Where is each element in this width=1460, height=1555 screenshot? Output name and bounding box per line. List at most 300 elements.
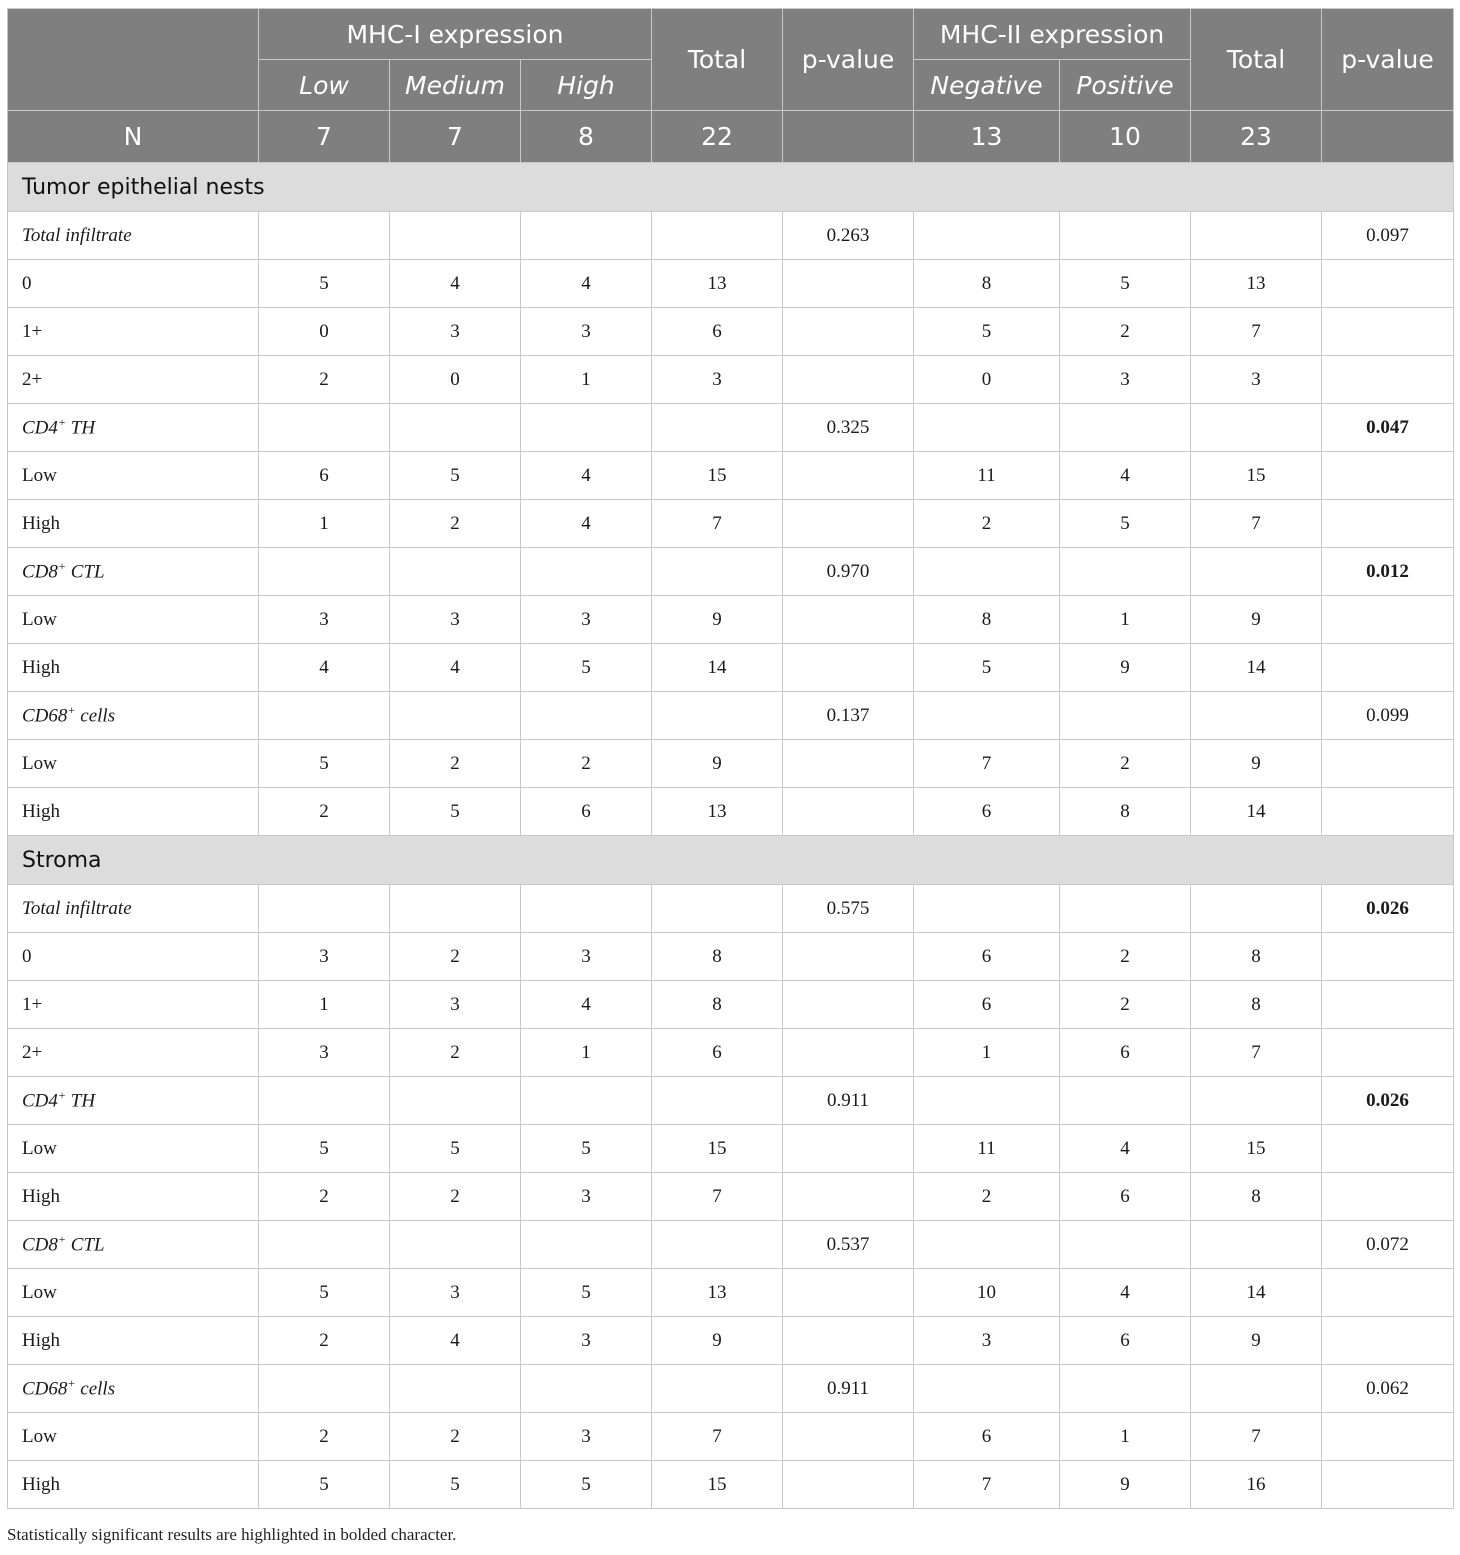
pvalue-cell <box>1322 452 1454 500</box>
count-cell: 11 <box>914 452 1060 500</box>
pvalue-cell: 0.047 <box>1322 404 1454 452</box>
table-row <box>8 1317 1454 1365</box>
row-label-superscript: + <box>57 1088 67 1103</box>
count-cell: 4 <box>521 981 652 1029</box>
count-cell <box>1191 1077 1322 1125</box>
count-cell <box>1060 1221 1191 1269</box>
pvalue-cell: 0.026 <box>1322 885 1454 933</box>
count-cell: 6 <box>914 1413 1060 1461</box>
count-cell: 15 <box>652 1125 783 1173</box>
pvalue-cell <box>783 933 914 981</box>
mhc2-group-header: MHC-II expression <box>914 9 1191 60</box>
pvalue-cell <box>1322 933 1454 981</box>
pvalue-cell <box>783 788 914 836</box>
pvalue-cell: 0.062 <box>1322 1365 1454 1413</box>
count-cell <box>1191 885 1322 933</box>
count-cell <box>259 1221 390 1269</box>
row-label-superscript: + <box>67 1376 76 1391</box>
count-cell <box>390 1365 521 1413</box>
count-cell <box>1060 548 1191 596</box>
pvalue-cell <box>1322 981 1454 1029</box>
count-cell <box>259 692 390 740</box>
pvalue-cell <box>783 452 914 500</box>
mhc1-high-header: High <box>521 60 652 111</box>
count-cell <box>521 692 652 740</box>
section-header-row <box>8 163 1454 212</box>
pvalue-cell <box>783 260 914 308</box>
count-cell: 4 <box>390 260 521 308</box>
count-cell: 6 <box>652 1029 783 1077</box>
pvalue-cell <box>783 1413 914 1461</box>
pvalue-cell <box>783 1029 914 1077</box>
count-cell <box>521 212 652 260</box>
count-cell: 2 <box>259 1317 390 1365</box>
pvalue-cell <box>783 1461 914 1509</box>
table-row <box>8 260 1454 308</box>
row-label-superscript: + <box>57 415 67 430</box>
count-cell: 4 <box>390 644 521 692</box>
table-row <box>8 452 1454 500</box>
row-label-text: CD8 <box>22 561 58 583</box>
row-label <box>8 1365 259 1413</box>
pvalue-cell <box>1322 1317 1454 1365</box>
count-cell: 3 <box>390 308 521 356</box>
count-cell <box>914 692 1060 740</box>
count-cell: 3 <box>914 1317 1060 1365</box>
count-cell: 5 <box>521 1125 652 1173</box>
count-cell: 1 <box>521 1029 652 1077</box>
count-cell <box>259 212 390 260</box>
count-cell <box>1060 404 1191 452</box>
row-label-suffix: CTL <box>66 1234 105 1256</box>
count-cell <box>1060 212 1191 260</box>
count-cell: 14 <box>1191 1269 1322 1317</box>
n-value: 7 <box>390 111 521 163</box>
count-cell: 6 <box>652 308 783 356</box>
section-title: Stroma <box>8 836 1454 885</box>
count-cell <box>521 1365 652 1413</box>
n-value: 7 <box>259 111 390 163</box>
row-label-superscript: + <box>57 559 67 574</box>
pvalue-cell <box>783 644 914 692</box>
count-cell: 2 <box>259 1413 390 1461</box>
count-cell: 1 <box>521 356 652 404</box>
row-label <box>8 404 259 452</box>
count-cell: 8 <box>652 933 783 981</box>
count-cell: 9 <box>1060 644 1191 692</box>
mhc2-negative-header: Negative <box>914 60 1060 111</box>
pvalue-cell <box>783 500 914 548</box>
mhc1-group-header: MHC-I expression <box>259 9 652 60</box>
row-label <box>8 308 259 356</box>
count-cell: 6 <box>914 981 1060 1029</box>
count-cell: 5 <box>1060 500 1191 548</box>
count-cell: 3 <box>259 933 390 981</box>
count-cell: 1 <box>1060 596 1191 644</box>
count-cell <box>390 1077 521 1125</box>
row-label <box>8 1125 259 1173</box>
count-cell <box>390 212 521 260</box>
count-cell <box>1191 692 1322 740</box>
count-cell <box>259 548 390 596</box>
count-cell: 9 <box>652 1317 783 1365</box>
count-cell <box>914 548 1060 596</box>
count-cell: 8 <box>1060 788 1191 836</box>
row-label-suffix: cells <box>75 1378 116 1400</box>
table-row <box>8 1029 1454 1077</box>
header-corner <box>8 9 259 111</box>
count-cell <box>390 1221 521 1269</box>
count-cell: 4 <box>1060 1125 1191 1173</box>
row-label-text: CD68 <box>22 705 68 727</box>
count-cell: 7 <box>652 1173 783 1221</box>
count-cell: 2 <box>259 356 390 404</box>
row-label-text: Low <box>22 1137 57 1159</box>
count-cell <box>390 885 521 933</box>
results-table <box>7 8 1454 1509</box>
count-cell <box>652 692 783 740</box>
pvalue-cell: 0.263 <box>783 212 914 260</box>
count-cell: 7 <box>1191 500 1322 548</box>
row-label-superscript: + <box>67 703 76 718</box>
count-cell: 8 <box>1191 1173 1322 1221</box>
count-cell <box>1191 212 1322 260</box>
pvalue-cell: 0.970 <box>783 548 914 596</box>
row-label-text: High <box>22 1473 60 1495</box>
mhc1-total-header: Total <box>652 9 783 111</box>
count-cell <box>1191 548 1322 596</box>
count-cell <box>652 1365 783 1413</box>
count-cell: 3 <box>521 933 652 981</box>
count-cell: 6 <box>259 452 390 500</box>
count-cell <box>521 885 652 933</box>
count-cell <box>521 1221 652 1269</box>
row-label-text: 2+ <box>22 368 43 390</box>
count-cell: 8 <box>1191 981 1322 1029</box>
variable-row <box>8 1077 1454 1125</box>
count-cell: 5 <box>390 1461 521 1509</box>
count-cell: 3 <box>521 1317 652 1365</box>
count-cell: 1 <box>1060 1413 1191 1461</box>
table-row <box>8 356 1454 404</box>
row-label-suffix: TH <box>66 417 96 439</box>
count-cell: 2 <box>390 1173 521 1221</box>
row-label <box>8 885 259 933</box>
pvalue-cell: 0.137 <box>783 692 914 740</box>
row-label <box>8 1269 259 1317</box>
count-cell: 2 <box>390 500 521 548</box>
row-label-text: Low <box>22 1281 57 1303</box>
count-cell: 9 <box>1191 596 1322 644</box>
count-cell: 3 <box>259 1029 390 1077</box>
count-cell: 4 <box>521 260 652 308</box>
count-cell: 13 <box>652 788 783 836</box>
row-label <box>8 356 259 404</box>
count-cell: 3 <box>652 356 783 404</box>
count-cell: 5 <box>390 788 521 836</box>
pvalue-cell <box>783 1269 914 1317</box>
variable-row <box>8 212 1454 260</box>
count-cell <box>390 692 521 740</box>
table-body <box>8 163 1454 1509</box>
count-cell <box>390 548 521 596</box>
pvalue-cell <box>783 1317 914 1365</box>
pvalue-cell <box>1322 596 1454 644</box>
row-label-text: 0 <box>22 945 32 967</box>
count-cell <box>1060 885 1191 933</box>
count-cell <box>1191 404 1322 452</box>
count-cell: 7 <box>914 740 1060 788</box>
count-cell: 6 <box>1060 1173 1191 1221</box>
count-cell <box>1060 1365 1191 1413</box>
pvalue-cell <box>1322 1269 1454 1317</box>
count-cell <box>259 1365 390 1413</box>
n-value: 13 <box>914 111 1060 163</box>
count-cell: 5 <box>521 1269 652 1317</box>
count-cell: 5 <box>259 260 390 308</box>
count-cell <box>652 548 783 596</box>
count-cell: 15 <box>1191 1125 1322 1173</box>
row-label <box>8 1317 259 1365</box>
count-cell <box>652 885 783 933</box>
count-cell <box>259 404 390 452</box>
pvalue-cell: 0.325 <box>783 404 914 452</box>
row-label <box>8 1461 259 1509</box>
row-label-text: Total infiltrate <box>22 224 132 246</box>
count-cell: 4 <box>259 644 390 692</box>
count-cell: 2 <box>259 788 390 836</box>
row-label <box>8 788 259 836</box>
pvalue-cell: 0.099 <box>1322 692 1454 740</box>
count-cell: 4 <box>390 1317 521 1365</box>
count-cell: 5 <box>521 644 652 692</box>
row-label <box>8 1413 259 1461</box>
row-label-text: Low <box>22 464 57 486</box>
n-value: 8 <box>521 111 652 163</box>
row-label-text: High <box>22 656 60 678</box>
count-cell <box>652 1221 783 1269</box>
row-label-text: 1+ <box>22 993 43 1015</box>
table-row <box>8 1125 1454 1173</box>
pvalue-cell: 0.911 <box>783 1365 914 1413</box>
count-cell: 6 <box>1060 1029 1191 1077</box>
row-label-superscript: + <box>57 1232 67 1247</box>
count-cell <box>1060 1077 1191 1125</box>
count-cell: 8 <box>914 596 1060 644</box>
pvalue-cell <box>783 1173 914 1221</box>
pvalue-cell <box>1322 788 1454 836</box>
pvalue-cell <box>783 1125 914 1173</box>
count-cell: 3 <box>1191 356 1322 404</box>
count-cell: 0 <box>390 356 521 404</box>
count-cell: 3 <box>259 596 390 644</box>
row-label-text: 2+ <box>22 1041 43 1063</box>
count-cell <box>1191 1221 1322 1269</box>
count-cell <box>914 1365 1060 1413</box>
table-footnote: Statistically significant results are highlighted in bolded character. <box>7 1525 457 1544</box>
count-cell: 16 <box>1191 1461 1322 1509</box>
row-label-text: High <box>22 1329 60 1351</box>
pvalue-cell <box>1322 1173 1454 1221</box>
row-label <box>8 1077 259 1125</box>
count-cell: 13 <box>652 1269 783 1317</box>
n-value: 10 <box>1060 111 1191 163</box>
count-cell: 11 <box>914 1125 1060 1173</box>
table-row <box>8 644 1454 692</box>
count-cell <box>914 885 1060 933</box>
table-row <box>8 933 1454 981</box>
row-label <box>8 644 259 692</box>
count-cell <box>652 1077 783 1125</box>
count-cell: 13 <box>652 260 783 308</box>
count-cell: 2 <box>1060 933 1191 981</box>
mhc1-low-header: Low <box>259 60 390 111</box>
count-cell <box>521 1077 652 1125</box>
count-cell: 5 <box>914 644 1060 692</box>
count-cell: 3 <box>390 981 521 1029</box>
count-cell: 5 <box>390 1125 521 1173</box>
table-header <box>8 9 1454 163</box>
pvalue-cell <box>1322 644 1454 692</box>
table-row <box>8 740 1454 788</box>
count-cell: 2 <box>390 1413 521 1461</box>
count-cell: 4 <box>521 452 652 500</box>
count-cell: 1 <box>914 1029 1060 1077</box>
count-cell: 5 <box>914 308 1060 356</box>
count-cell: 9 <box>1191 1317 1322 1365</box>
pvalue-cell: 0.097 <box>1322 212 1454 260</box>
count-cell <box>259 885 390 933</box>
count-cell: 2 <box>914 1173 1060 1221</box>
row-label-text: High <box>22 800 60 822</box>
n-value: 22 <box>652 111 783 163</box>
count-cell: 4 <box>1060 452 1191 500</box>
count-cell: 3 <box>521 1173 652 1221</box>
count-cell: 7 <box>1191 308 1322 356</box>
n-row <box>8 111 1454 163</box>
row-label-suffix: CTL <box>66 561 105 583</box>
count-cell: 2 <box>1060 740 1191 788</box>
count-cell: 6 <box>914 933 1060 981</box>
count-cell: 15 <box>652 1461 783 1509</box>
count-cell: 7 <box>1191 1413 1322 1461</box>
count-cell: 5 <box>259 740 390 788</box>
count-cell: 8 <box>652 981 783 1029</box>
row-label-suffix: TH <box>66 1090 96 1112</box>
count-cell: 9 <box>1191 740 1322 788</box>
table-row <box>8 788 1454 836</box>
row-label-text: High <box>22 1185 60 1207</box>
count-cell: 14 <box>1191 644 1322 692</box>
table-row <box>8 596 1454 644</box>
row-label <box>8 933 259 981</box>
count-cell: 3 <box>521 1413 652 1461</box>
section-title: Tumor epithelial nests <box>8 163 1454 212</box>
row-label-text: Low <box>22 752 57 774</box>
count-cell: 6 <box>1060 1317 1191 1365</box>
count-cell: 2 <box>390 740 521 788</box>
count-cell: 5 <box>259 1269 390 1317</box>
pvalue-cell: 0.026 <box>1322 1077 1454 1125</box>
count-cell: 7 <box>652 1413 783 1461</box>
table-row <box>8 500 1454 548</box>
row-label-text: CD8 <box>22 1234 58 1256</box>
count-cell: 9 <box>652 596 783 644</box>
count-cell <box>521 404 652 452</box>
count-cell: 2 <box>1060 981 1191 1029</box>
variable-row <box>8 548 1454 596</box>
count-cell <box>390 404 521 452</box>
count-cell: 7 <box>1191 1029 1322 1077</box>
pvalue-cell <box>1322 740 1454 788</box>
count-cell <box>652 212 783 260</box>
pvalue-cell <box>783 981 914 1029</box>
section-header-row <box>8 836 1454 885</box>
pvalue-cell <box>1322 260 1454 308</box>
variable-row <box>8 692 1454 740</box>
count-cell: 6 <box>914 788 1060 836</box>
count-cell: 3 <box>390 1269 521 1317</box>
row-label-suffix: cells <box>75 705 116 727</box>
count-cell: 2 <box>914 500 1060 548</box>
count-cell: 5 <box>390 452 521 500</box>
count-cell: 5 <box>1060 260 1191 308</box>
table-row <box>8 1269 1454 1317</box>
count-cell: 0 <box>259 308 390 356</box>
count-cell: 13 <box>1191 260 1322 308</box>
count-cell: 14 <box>1191 788 1322 836</box>
count-cell <box>652 404 783 452</box>
count-cell: 5 <box>259 1125 390 1173</box>
row-label <box>8 1029 259 1077</box>
row-label <box>8 1173 259 1221</box>
pvalue-cell: 0.537 <box>783 1221 914 1269</box>
count-cell: 4 <box>1060 1269 1191 1317</box>
row-label <box>8 740 259 788</box>
n-value: 23 <box>1191 111 1322 163</box>
pvalue-cell <box>1322 1029 1454 1077</box>
table-row <box>8 1461 1454 1509</box>
mhc1-medium-header: Medium <box>390 60 521 111</box>
row-label-text: CD4 <box>22 417 58 439</box>
row-label <box>8 500 259 548</box>
count-cell <box>914 212 1060 260</box>
count-cell <box>1060 692 1191 740</box>
count-cell: 2 <box>390 933 521 981</box>
pvalue-cell <box>783 308 914 356</box>
variable-row <box>8 1365 1454 1413</box>
row-label-text: 1+ <box>22 320 43 342</box>
row-label <box>8 260 259 308</box>
pvalue-cell <box>1322 1461 1454 1509</box>
count-cell: 1 <box>259 500 390 548</box>
row-label <box>8 212 259 260</box>
pvalue-cell: 0.911 <box>783 1077 914 1125</box>
count-cell: 15 <box>652 452 783 500</box>
count-cell <box>914 1077 1060 1125</box>
count-cell: 3 <box>1060 356 1191 404</box>
table-row <box>8 1413 1454 1461</box>
count-cell: 3 <box>521 596 652 644</box>
count-cell <box>259 1077 390 1125</box>
row-label <box>8 692 259 740</box>
count-cell: 1 <box>259 981 390 1029</box>
count-cell: 2 <box>390 1029 521 1077</box>
table-row <box>8 308 1454 356</box>
count-cell: 3 <box>390 596 521 644</box>
row-label-text: Low <box>22 1425 57 1447</box>
mhc2-positive-header: Positive <box>1060 60 1191 111</box>
